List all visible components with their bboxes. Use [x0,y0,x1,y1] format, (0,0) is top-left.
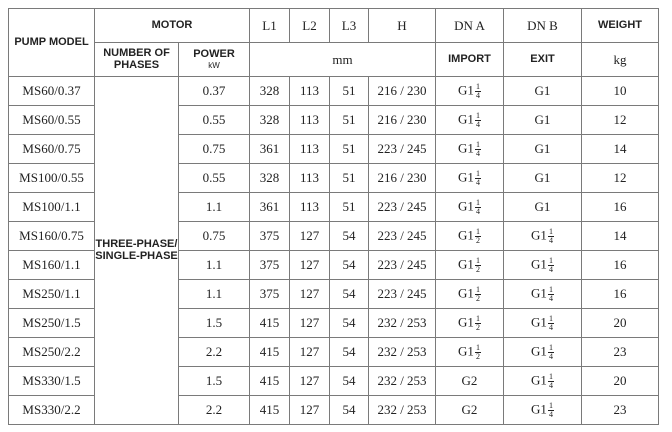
header-number-of-phases: NUMBER OF PHASES [95,43,179,77]
header-l1: L1 [250,9,290,43]
thread-size: G1 [458,139,474,155]
cell-weight: 14 [582,135,659,164]
cell-l3: 54 [330,367,369,396]
thread-fraction [475,286,481,303]
thread-size: G2 [461,373,478,389]
fraction-numerator: 1 [548,342,553,352]
cell-l1: 415 [250,338,290,367]
cell-weight: 16 [582,280,659,309]
thread-fraction [548,315,554,332]
cell-dn-a [436,396,504,425]
cell-l2: 113 [290,77,330,106]
cell-l3: 54 [330,222,369,251]
fraction-numerator: 1 [548,313,553,323]
cell-l1: 361 [250,193,290,222]
fraction-numerator: 1 [548,284,553,294]
thread-fraction [475,83,481,100]
cell-power: 1.5 [179,367,250,396]
cell-l2: 113 [290,135,330,164]
cell-weight: 12 [582,164,659,193]
cell-model: MS60/0.55 [9,106,95,135]
thread-size: G1 [458,313,474,329]
fraction-numerator: 1 [475,110,480,120]
cell-l2: 127 [290,309,330,338]
header-h: H [369,9,436,43]
cell-weight: 20 [582,367,659,396]
cell-l2: 127 [290,396,330,425]
fraction-denominator: 2 [475,264,480,274]
header-power-unit: kW [208,60,220,70]
cell-l3: 54 [330,338,369,367]
header-power-label: POWER [193,48,235,61]
thread-fraction [548,373,554,390]
fraction-numerator: 1 [548,226,553,236]
fraction-denominator: 4 [475,177,480,187]
cell-dn-a [436,280,504,309]
thread-size: G1 [458,255,474,271]
cell-weight: 12 [582,106,659,135]
cell-dn-a [436,222,504,251]
cell-model: MS160/1.1 [9,251,95,280]
thread-fraction [475,315,481,332]
cell-phases: THREE-PHASE/ SINGLE-PHASE [95,77,179,425]
cell-h: 223 / 245 [369,251,436,280]
fraction-denominator: 4 [548,322,553,332]
cell-power: 0.55 [179,106,250,135]
cell-weight: 10 [582,77,659,106]
cell-model: MS100/0.55 [9,164,95,193]
cell-dn-b [504,193,582,222]
thread-size: G1 [458,342,474,358]
header-row-1 [9,9,659,43]
cell-h: 232 / 253 [369,367,436,396]
header-dimension-unit: mm [250,43,436,77]
cell-weight: 20 [582,309,659,338]
thread-fraction [548,228,554,245]
fraction-numerator: 1 [475,342,480,352]
cell-dn-b [504,367,582,396]
fraction-denominator: 4 [475,90,480,100]
thread-size: G1 [534,112,551,128]
cell-h: 223 / 245 [369,222,436,251]
fraction-numerator: 1 [475,313,480,323]
fraction-denominator: 4 [548,409,553,419]
cell-dn-a [436,106,504,135]
thread-size: G1 [458,197,474,213]
cell-l1: 375 [250,280,290,309]
cell-dn-b [504,222,582,251]
cell-power: 2.2 [179,338,250,367]
cell-power: 0.37 [179,77,250,106]
header-import: IMPORT [436,43,504,77]
cell-l1: 375 [250,222,290,251]
cell-l1: 328 [250,164,290,193]
cell-h: 216 / 230 [369,164,436,193]
fraction-numerator: 1 [475,168,480,178]
cell-l2: 127 [290,338,330,367]
cell-l1: 415 [250,309,290,338]
cell-dn-b [504,77,582,106]
cell-l2: 127 [290,251,330,280]
fraction-numerator: 1 [475,197,480,207]
thread-fraction [475,199,481,216]
fraction-numerator: 1 [475,255,480,265]
thread-size: G1 [531,400,547,416]
cell-dn-b [504,280,582,309]
cell-h: 232 / 253 [369,309,436,338]
header-weight: WEIGHT [582,9,659,43]
cell-dn-a [436,77,504,106]
cell-h: 232 / 253 [369,338,436,367]
fraction-denominator: 2 [475,293,480,303]
cell-weight: 16 [582,193,659,222]
cell-model: MS60/0.75 [9,135,95,164]
thread-fraction [475,141,481,158]
thread-fraction [548,257,554,274]
thread-size: G1 [531,284,547,300]
cell-power: 1.1 [179,251,250,280]
thread-size: G1 [531,371,547,387]
cell-dn-a [436,193,504,222]
cell-model: MS250/2.2 [9,338,95,367]
cell-dn-b [504,164,582,193]
cell-l3: 54 [330,396,369,425]
cell-power: 1.5 [179,309,250,338]
cell-h: 223 / 245 [369,193,436,222]
cell-h: 216 / 230 [369,106,436,135]
fraction-denominator: 4 [548,264,553,274]
fraction-denominator: 2 [475,235,480,245]
cell-l3: 51 [330,193,369,222]
cell-dn-b [504,135,582,164]
fraction-denominator: 2 [475,351,480,361]
cell-model: MS250/1.1 [9,280,95,309]
fraction-denominator: 4 [475,206,480,216]
thread-size: G1 [458,81,474,97]
fraction-numerator: 1 [548,400,553,410]
cell-l2: 127 [290,367,330,396]
cell-power: 1.1 [179,280,250,309]
cell-power: 1.1 [179,193,250,222]
cell-dn-a [436,367,504,396]
cell-model: MS100/1.1 [9,193,95,222]
cell-dn-b [504,106,582,135]
cell-weight: 16 [582,251,659,280]
cell-dn-b [504,251,582,280]
cell-l1: 328 [250,77,290,106]
cell-power: 0.75 [179,135,250,164]
thread-fraction [548,286,554,303]
cell-h: 223 / 245 [369,280,436,309]
thread-size: G1 [534,199,551,215]
header-row-2 [9,43,659,77]
fraction-denominator: 4 [548,380,553,390]
cell-dn-a [436,338,504,367]
cell-h: 216 / 230 [369,77,436,106]
cell-power: 0.75 [179,222,250,251]
cell-l3: 51 [330,164,369,193]
fraction-denominator: 4 [548,351,553,361]
cell-l3: 51 [330,77,369,106]
cell-l3: 51 [330,106,369,135]
cell-model: MS330/2.2 [9,396,95,425]
thread-fraction [548,344,554,361]
cell-model: MS330/1.5 [9,367,95,396]
thread-fraction [475,170,481,187]
cell-power: 2.2 [179,396,250,425]
header-l3: L3 [330,9,369,43]
cell-h: 223 / 245 [369,135,436,164]
fraction-numerator: 1 [475,81,480,91]
header-exit: EXIT [504,43,582,77]
fraction-numerator: 1 [475,139,480,149]
cell-dn-a [436,164,504,193]
cell-dn-a [436,309,504,338]
cell-weight: 23 [582,396,659,425]
cell-power: 0.55 [179,164,250,193]
fraction-numerator: 1 [548,371,553,381]
cell-l3: 54 [330,251,369,280]
thread-size: G1 [531,313,547,329]
cell-model: MS60/0.37 [9,77,95,106]
cell-h: 232 / 253 [369,396,436,425]
cell-l2: 113 [290,193,330,222]
fraction-denominator: 4 [475,148,480,158]
thread-size: G1 [458,284,474,300]
fraction-denominator: 4 [548,293,553,303]
cell-l2: 113 [290,164,330,193]
header-weight-unit: kg [582,43,659,77]
cell-l1: 375 [250,251,290,280]
cell-dn-b [504,338,582,367]
cell-dn-b [504,396,582,425]
cell-l1: 328 [250,106,290,135]
header-dn-a: DN A [436,9,504,43]
cell-weight: 23 [582,338,659,367]
pump-spec-table [8,8,659,425]
cell-l1: 361 [250,135,290,164]
fraction-numerator: 1 [475,284,480,294]
fraction-numerator: 1 [548,255,553,265]
cell-dn-b [504,309,582,338]
thread-fraction [475,228,481,245]
cell-weight: 14 [582,222,659,251]
fraction-numerator: 1 [475,226,480,236]
header-motor: MOTOR [95,9,250,43]
cell-l2: 113 [290,106,330,135]
fraction-denominator: 4 [548,235,553,245]
thread-size: G1 [534,170,551,186]
thread-fraction [475,344,481,361]
table-row [9,77,659,106]
cell-l3: 51 [330,135,369,164]
thread-size: G1 [458,226,474,242]
thread-size: G1 [534,141,551,157]
thread-fraction [475,112,481,129]
thread-size: G2 [461,402,478,418]
cell-dn-a [436,251,504,280]
header-l2: L2 [290,9,330,43]
cell-l1: 415 [250,396,290,425]
cell-l3: 54 [330,280,369,309]
thread-fraction [548,402,554,419]
fraction-denominator: 4 [475,119,480,129]
fraction-denominator: 2 [475,322,480,332]
thread-fraction [475,257,481,274]
thread-size: G1 [531,255,547,271]
cell-l2: 127 [290,280,330,309]
thread-size: G1 [531,226,547,242]
cell-dn-a [436,135,504,164]
header-dn-b: DN B [504,9,582,43]
cell-model: MS250/1.5 [9,309,95,338]
cell-l1: 415 [250,367,290,396]
cell-l3: 54 [330,309,369,338]
thread-size: G1 [531,342,547,358]
header-power [179,43,250,77]
cell-l2: 127 [290,222,330,251]
thread-size: G1 [458,110,474,126]
thread-size: G1 [458,168,474,184]
header-pump-model: PUMP MODEL [9,9,95,77]
cell-model: MS160/0.75 [9,222,95,251]
thread-size: G1 [534,83,551,99]
